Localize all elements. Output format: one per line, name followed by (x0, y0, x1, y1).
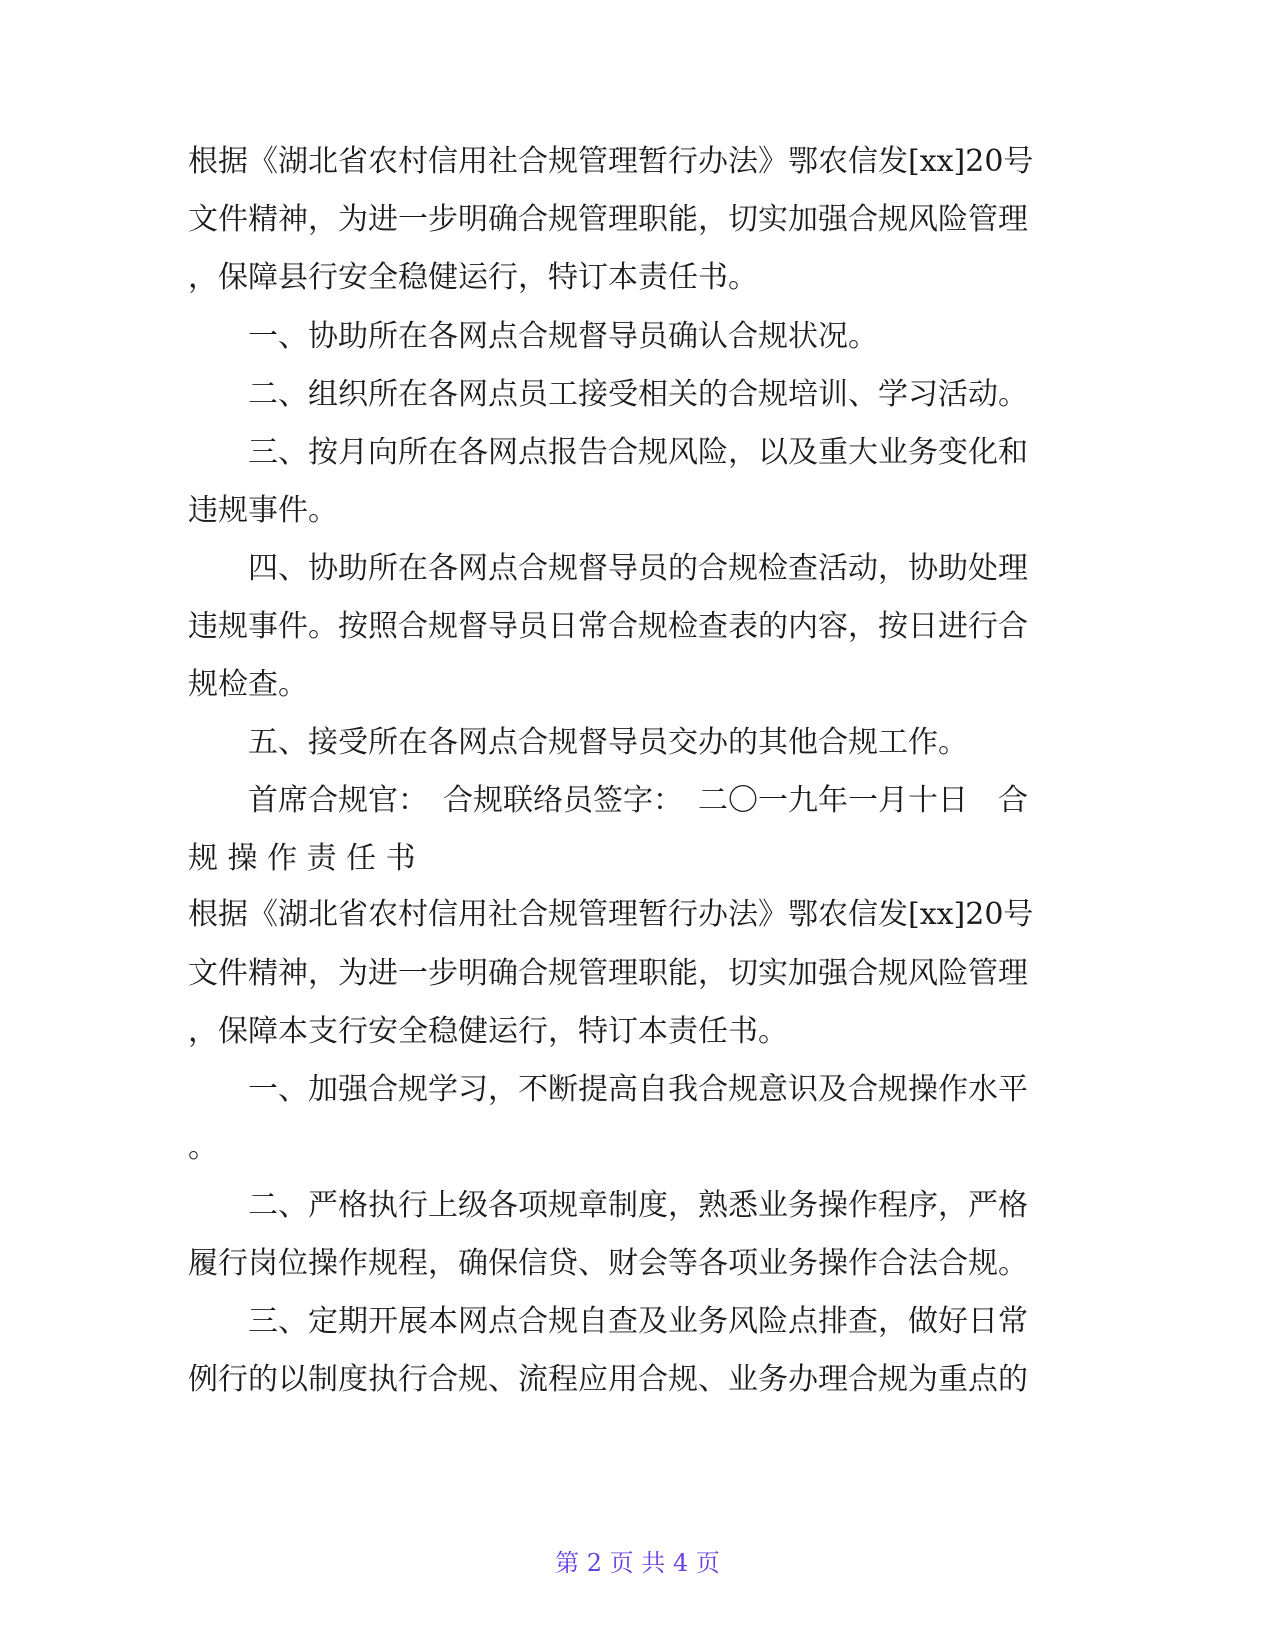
text-line: 一、加强合规学习，不断提高自我合规意识及合规操作水平 (188, 1072, 1028, 1107)
text-line: 履行岗位操作规程，确保信贷、财会等各项业务操作合法合规。 (188, 1246, 1028, 1281)
text-line: 二、组织所在各网点员工接受相关的合规培训、学习活动。 (188, 377, 1028, 412)
text-line: 一、协助所在各网点合规督导员确认合规状况。 (188, 319, 878, 354)
text-line: 。 (188, 1130, 218, 1165)
text-line: 例行的以制度执行合规、流程应用合规、业务办理合规为重点的 (188, 1362, 1028, 1397)
text-line: ，保障本支行安全稳健运行，特订本责任书。 (188, 1014, 788, 1049)
text-line: 五、接受所在各网点合规督导员交办的其他合规工作。 (188, 725, 968, 760)
text-line: 违规事件。 (188, 493, 338, 528)
text-line: 文件精神，为进一步明确合规管理职能，切实加强合规风险管理 (188, 202, 1028, 237)
text-line: 四、协助所在各网点合规督导员的合规检查活动，协助处理 (188, 551, 1028, 586)
text-line: 根据《湖北省农村信用社合规管理暂行办法》鄂农信发[xx]20号 (188, 144, 1034, 179)
text-line: 规检查。 (188, 667, 308, 702)
text-line: 三、按月向所在各网点报告合规风险，以及重大业务变化和 (188, 435, 1028, 470)
text-line: 违规事件。按照合规督导员日常合规检查表的内容，按日进行合 (188, 609, 1028, 644)
text-line: 首席合规官： 合规联络员签字： 二〇一九年一月十日 合 (188, 783, 1028, 818)
text-line: 文件精神，为进一步明确合规管理职能，切实加强合规风险管理 (188, 956, 1028, 991)
section-title: 规 操 作 责 任 书 (188, 841, 416, 876)
text-line: 三、定期开展本网点合规自查及业务风险点排查，做好日常 (188, 1304, 1028, 1339)
page-number-footer: 第 2 页 共 4 页 (555, 1549, 720, 1577)
text-line: ，保障县行安全稳健运行，特订本责任书。 (188, 260, 758, 295)
text-line: 二、严格执行上级各项规章制度，熟悉业务操作程序，严格 (188, 1188, 1028, 1223)
text-line: 根据《湖北省农村信用社合规管理暂行办法》鄂农信发[xx]20号 (188, 897, 1034, 932)
